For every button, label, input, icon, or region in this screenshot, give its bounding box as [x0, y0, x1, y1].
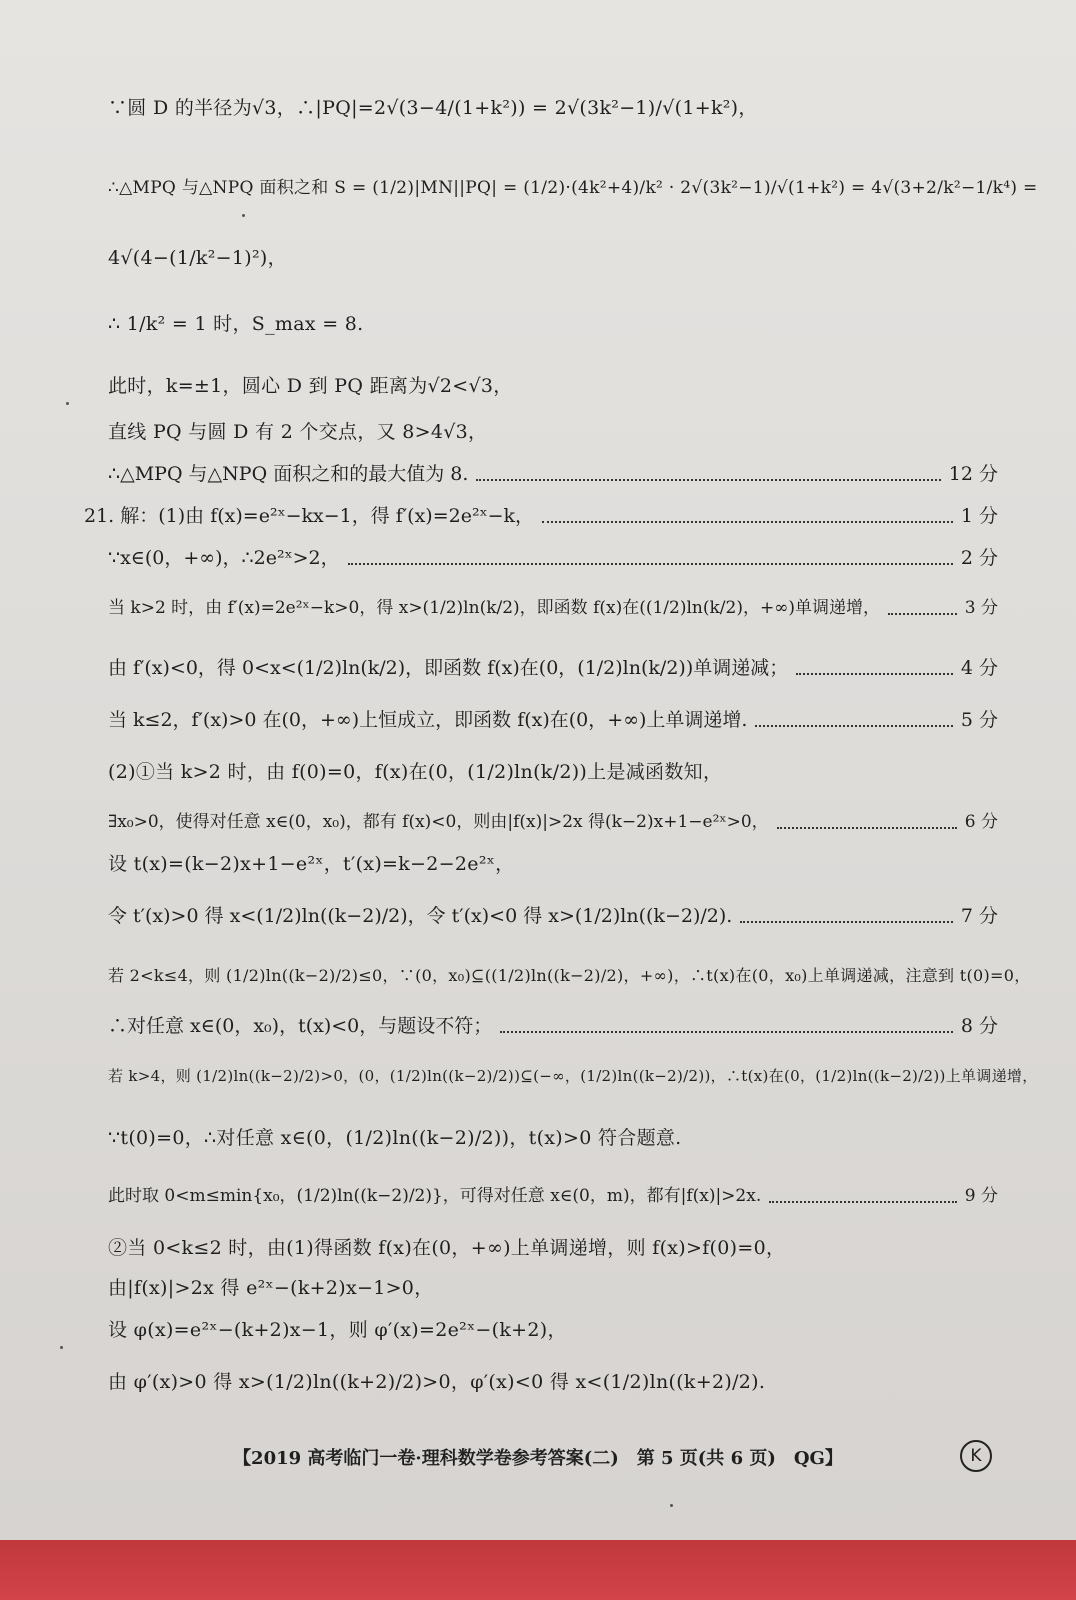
score-label: 3 分 — [964, 598, 998, 618]
text-line: (2)①当 k>2 时，由 f(0)=0，f(x)在(0，(1/2)ln(k/2))上是减函数知， — [108, 761, 723, 783]
scored-step — [108, 462, 998, 486]
text-line: 直线 PQ 与圆 D 有 2 个交点，又 8>4√3， — [108, 421, 488, 443]
dotted-leader — [796, 661, 953, 675]
text-line: 由|f(x)|>2x 得 e²ˣ−(k+2)x−1>0， — [108, 1277, 434, 1299]
text-line: 4√(4−(1/k²−1)²)， — [108, 247, 287, 269]
score-label: 2 分 — [960, 547, 998, 569]
step-text: ∃x₀>0，使得对任意 x∈(0，x₀)，都有 f(x)<0，则由|f(x)|>2x 得(k−2)x+1−e²ˣ>0， — [108, 812, 769, 832]
text-line: ∵圆 D 的半径为√3，∴|PQ|=2√(3−4/(1+k²)) = 2√(3k²−1)/√(1+k²)， — [108, 97, 758, 119]
step-text: 此时取 0<m≤min{x₀，(1/2)ln((k−2)/2)}，可得对任意 x∈(0，m)，都有|f(x)|>2x. — [108, 1186, 762, 1206]
text-line: 由 φ′(x)>0 得 x>(1/2)ln((k+2)/2)>0，φ′(x)<0 得 x<(1/2)ln((k+2)/2). — [108, 1371, 766, 1393]
scored-step — [108, 810, 998, 834]
scored-step — [84, 504, 998, 528]
dotted-leader — [476, 467, 940, 481]
score-label: 6 分 — [964, 812, 998, 832]
text-line: ∴ 1/k² = 1 时，S_max = 8. — [108, 313, 364, 335]
step-text: 当 k≤2，f′(x)>0 在(0，+∞)上恒成立，即函数 f(x)在(0，+∞)上单调递增. — [108, 709, 748, 731]
step-text: 21. 解：(1)由 f(x)=e²ˣ−kx−1，得 f′(x)=2e²ˣ−k， — [84, 505, 535, 527]
dotted-leader — [740, 909, 953, 923]
step-text: 令 t′(x)>0 得 x<(1/2)ln((k−2)/2)，令 t′(x)<0 得 x>(1/2)ln((k−2)/2). — [108, 905, 733, 927]
text-line: 设 φ(x)=e²ˣ−(k+2)x−1，则 φ′(x)=2e²ˣ−(k+2)， — [108, 1319, 567, 1341]
paper-speck — [60, 1346, 63, 1349]
text-line: ∵t(0)=0，∴对任意 x∈(0，(1/2)ln((k−2)/2))，t(x)>0 符合题意. — [108, 1127, 682, 1149]
score-label: 7 分 — [960, 905, 998, 927]
scored-step — [108, 596, 998, 620]
step-text: ∵x∈(0，+∞)，∴2e²ˣ>2， — [108, 547, 340, 569]
score-label: 4 分 — [960, 657, 998, 679]
scored-step — [108, 656, 998, 680]
dotted-leader — [348, 551, 953, 565]
page-footer: 【2019 高考临门一卷·理科数学卷参考答案(二) 第 5 页(共 6 页) QG】 — [233, 1448, 843, 1469]
dotted-leader — [769, 1189, 957, 1203]
step-text: ∴△MPQ 与△NPQ 面积之和的最大值为 8. — [108, 463, 469, 485]
dotted-leader — [888, 601, 957, 615]
text-line: 若 2<k≤4，则 (1/2)ln((k−2)/2)≤0，∵(0，x₀)⊆((1/2)ln((k−2)/2)，+∞)，∴t(x)在(0，x₀)上单调递减，注意到 t(0)=0， — [108, 966, 1031, 985]
scored-step — [108, 1014, 998, 1038]
text-line: ②当 0<k≤2 时，由(1)得函数 f(x)在(0，+∞)上单调递增，则 f(x)>f(0)=0， — [108, 1237, 786, 1259]
scored-step — [108, 904, 998, 928]
step-text: 由 f′(x)<0，得 0<x<(1/2)ln(k/2)，即函数 f(x)在(0，(1/2)ln(k/2))单调递减； — [108, 657, 789, 679]
scored-step — [108, 1184, 998, 1208]
circled-k-logo: K — [960, 1440, 992, 1472]
dotted-leader — [755, 713, 952, 727]
text-line: ∴△MPQ 与△NPQ 面积之和 S = (1/2)|MN||PQ| = (1/2)·(4k²+4)/k² · 2√(3k²−1)/√(1+k²) = 4√(3+2/k²−1/k⁴) = — [108, 178, 1038, 198]
score-label: 5 分 — [960, 709, 998, 731]
text-line: 若 k>4，则 (1/2)ln((k−2)/2)>0，(0，(1/2)ln((k−2)/2))⊆(−∞，(1/2)ln((k−2)/2))，∴t(x)在(0，(1/2)ln((k−2)/2))上单调递增， — [108, 1067, 1038, 1085]
red-table-edge — [0, 1540, 1076, 1600]
paper-speck — [242, 214, 245, 217]
text-line: 设 t(x)=(k−2)x+1−e²ˣ，t′(x)=k−2−2e²ˣ， — [108, 853, 515, 875]
step-text: 当 k>2 时，由 f′(x)=2e²ˣ−k>0，得 x>(1/2)ln(k/2)，即函数 f(x)在((1/2)ln(k/2)，+∞)单调递增， — [108, 598, 881, 618]
dotted-leader — [500, 1019, 953, 1033]
step-text: ∴对任意 x∈(0，x₀)，t(x)<0，与题设不符； — [108, 1015, 493, 1037]
scored-step — [108, 546, 998, 570]
dotted-leader — [542, 509, 953, 523]
score-label: 12 分 — [948, 463, 998, 485]
paper-speck — [66, 402, 69, 405]
score-label: 1 分 — [960, 505, 998, 527]
score-label: 8 分 — [960, 1015, 998, 1037]
scored-step — [108, 708, 998, 732]
dotted-leader — [777, 815, 957, 829]
score-label: 9 分 — [964, 1186, 998, 1206]
text-line: 此时，k=±1，圆心 D 到 PQ 距离为√2<√3， — [108, 375, 513, 397]
paper-speck — [670, 1504, 673, 1507]
